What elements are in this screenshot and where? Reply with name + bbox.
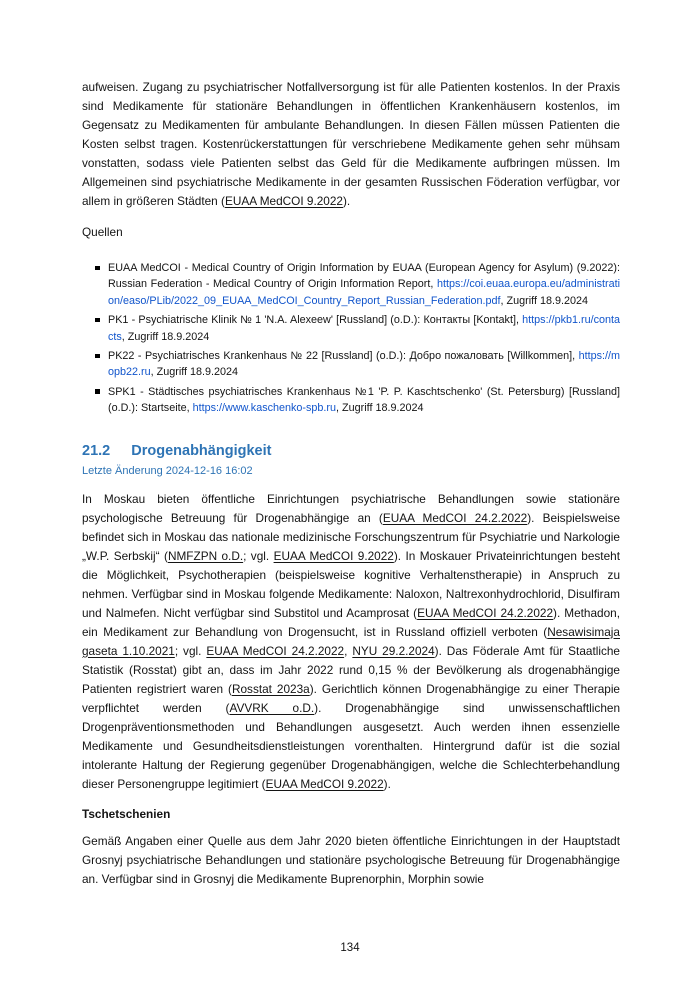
text-run: ,: [344, 643, 353, 658]
citation-ref[interactable]: EUAA MedCOI 24.2.2022: [382, 510, 528, 525]
text-run: Gemäß Angaben einer Quelle aus dem Jahr 2020 bieten öffentliche Einrichtungen in der Hauptstadt Grosnyj psychiatrische Behandlungen und stationäre psychologische Betreuung für Drogenabhängige an. Verfügbar sind in Grosnyj die Medikamente Buprenorphin, Morphin sowie: [82, 833, 620, 886]
source-item: [95, 260, 620, 309]
text-run: ). Beispielsweise befindet sich in Moskau das nationale medizinische Forschungszentrum für Psychiatrie und Narkologie „W.P. Serbskij“ (: [82, 510, 621, 563]
section-heading: [82, 443, 620, 459]
text-run: , Zugriff 18.9.2024: [500, 294, 588, 307]
text-run: aufweisen. Zugang zu psychiatrischer Notfallversorgung ist für alle Patienten kostenlos. In der Praxis sind Medikamente für stationäre Behandlungen in öffentlichen Krankenhäusern kostenlos, im Gegensatz zu Medikamenten für ambulante Behandlungen. In diesen Fällen müssen Patienten die Kosten selbst tragen. Kostenrückerstattungen für verschriebene Medikamente gehen sehr mühsam vonstatten, sodass viele Patienten selbst das Geld für die Medikamente aufbringen müssen. Im Allgemeinen sind psychiatrische Medikamente in der gesamten Russischen Föderation verfügbar, vor allem in größeren Städten (: [82, 80, 620, 208]
section-title: Drogenabhängigkeit: [131, 442, 272, 459]
external-link[interactable]: https://www.kaschenko-spb.ru: [192, 402, 337, 415]
external-link[interactable]: https://pkb1.ru/contacts: [108, 314, 620, 343]
source-list: [95, 260, 620, 417]
paragraph-intro: [82, 78, 620, 211]
text-run: ).: [383, 776, 391, 791]
text-run: ). Das Föderale Amt für Staatliche Statistik (Rosstat) gibt an, dass im Jahr 2022 rund 0,15 % der Bevölkerung als drogenabhängige Patienten registriert waren (: [82, 643, 620, 696]
text-run: PK22 - Psychiatrisches Krankenhaus № 22 [Russland] (o.D.): Добро пожаловать [Willkommen],: [108, 350, 579, 363]
text-run: EUAA MedCOI - Medical Country of Origin Information by EUAA (European Agency for Asylum) (9.2022): Russian Federation - Medical Country of Origin Information Report,: [108, 262, 620, 291]
section-number: 21.2: [82, 442, 111, 459]
text-run: ). Gerichtlich können Drogenabhängige zu einer Therapie verpflichtet werden (: [82, 681, 620, 715]
last-modified-text: Letzte Änderung 2024-12-16 16:02: [82, 464, 253, 477]
paragraph-moskau: [82, 490, 620, 794]
source-item: [95, 384, 620, 417]
page-number: 134: [340, 942, 360, 954]
external-link[interactable]: https://mopb22.ru: [108, 350, 620, 379]
text-run: , Zugriff 18.9.2024: [336, 402, 424, 415]
citation-ref[interactable]: EUAA MedCOI 24.2.2022: [206, 643, 345, 658]
citation-ref[interactable]: EUAA MedCOI 24.2.2022: [417, 605, 554, 620]
external-link[interactable]: https://coi.euaa.europa.eu/administration/easo/PLib/2022_09_EUAA_MedCOI_Country_Report_Russian_Federation.pdf: [108, 278, 620, 307]
page-footer: [0, 942, 700, 954]
sources-heading: Quellen: [82, 225, 123, 239]
source-item: [95, 312, 620, 345]
text-run: ). Drogenabhängige sind unwissenschaftlichen Drogenpräventionsmethoden und Behandlungen ausgesetzt. Auch werden ihnen essenzielle Medikamente und Gesundheitsdienstleistungen vorenthalten. Hintergrund dafür ist die sozial intolerante Haltung der Regierung gegenüber Drogenabhängigen, welche die Schlechterbehandlung dieser Personengruppe legitimiert (: [82, 700, 621, 791]
text-run: , Zugriff 18.9.2024: [150, 366, 239, 379]
text-run: , Zugriff 18.9.2024: [121, 330, 210, 343]
citation-ref[interactable]: Rosstat 2023a: [231, 681, 310, 696]
citation-ref[interactable]: AVVRK o.D.: [229, 700, 315, 715]
paragraph-tschetschenien: [82, 832, 620, 889]
text-run: ).: [343, 194, 351, 208]
text-run: ; vgl.: [243, 548, 274, 563]
citation-ref[interactable]: NYU 29.2.2024: [352, 643, 435, 658]
text-run: SPK1 - Städtisches psychiatrisches Krankenhaus №1 'P. P. Kaschtschenko' (St. Petersburg) [Russland] (o.D.): Startseite,: [108, 385, 620, 415]
citation-ref[interactable]: EUAA MedCOI 9.2022: [265, 776, 384, 791]
citation-ref[interactable]: Nesawisimaja gaseta 1.10.2021: [82, 624, 620, 658]
citation-ref[interactable]: EUAA MedCOI 9.2022: [224, 194, 343, 208]
text-run: PK1 - Psychiatrische Klinik № 1 'N.A. Alexeew' [Russland] (o.D.): Контакты [Kontakt],: [108, 314, 523, 327]
source-item: [95, 348, 620, 381]
text-run: ). Methadon, ein Medikament zur Behandlung von Drogensucht, ist in Russland offiziell verboten (: [82, 605, 620, 639]
text-run: ; vgl.: [174, 643, 207, 658]
citation-ref[interactable]: EUAA MedCOI 9.2022: [273, 548, 394, 563]
text-run: In Moskau bieten öffentliche Einrichtungen psychiatrische Behandlungen sowie stationäre psychologische Betreuung für Drogenabhängige an (: [82, 491, 620, 525]
subsection-heading-tschetschenien: Tschetschenien: [82, 806, 171, 821]
text-run: ). In Moskauer Privateinrichtungen besteht die Möglichkeit, Psychotherapien (beispielsweise kognitive Verhaltenstherapie) in Anspruch zu nehmen. Verfügbar sind in Moskau folgende Medikamente: Naloxon, Naltrexonhydrochlorid, Disulfiram und Nalmefen. Nicht verfügbar sind Substitol und Acamprosat (: [82, 548, 620, 620]
citation-ref[interactable]: NMFZPN o.D.: [167, 548, 244, 563]
